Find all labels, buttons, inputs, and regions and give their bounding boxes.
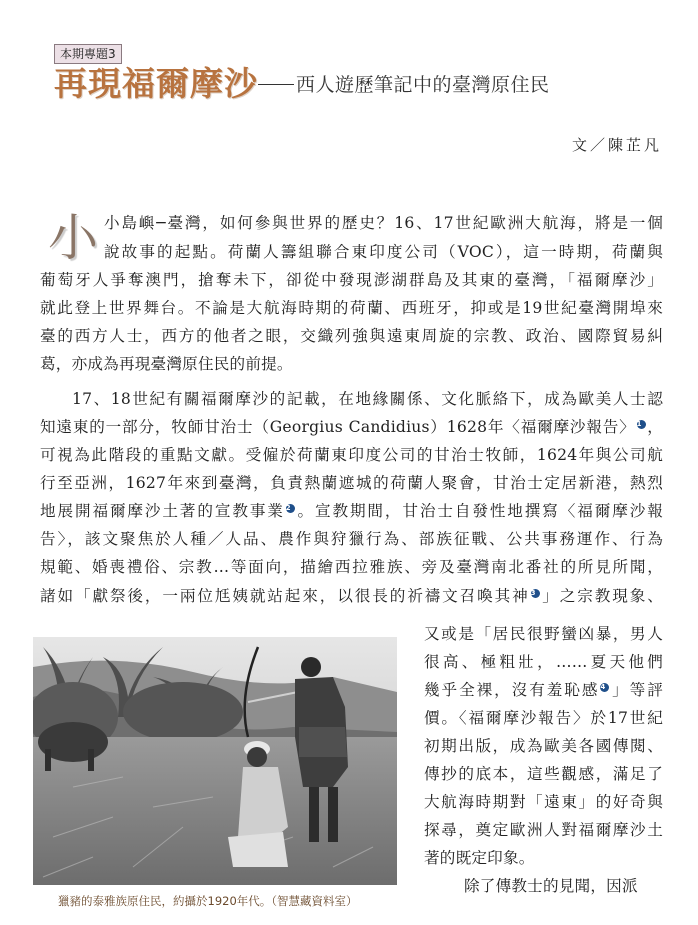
paragraph1-line <box>40 325 663 347</box>
line-text: 葛，亦成為再現臺灣原住民的前提。 <box>40 355 293 373</box>
paragraph1-line <box>104 212 663 234</box>
figure-caption: 獵豬的泰雅族原住民，約攝於1920年代。（智慧藏資料室） <box>58 894 358 908</box>
line-text: 17、18世紀有關福爾摩沙的記載，在地緣關係、文化脈絡下，成為歐美人士認 <box>72 390 663 408</box>
footnote-marker[interactable]: 4 <box>600 683 609 692</box>
text-line <box>424 763 663 785</box>
text-line <box>40 416 663 438</box>
line-text: 知遠東的一部分，牧師甘治士（Georgius Candidius）1628年〈福爾摩沙報告〉 <box>40 418 636 436</box>
line-text: 著的既定印象。 <box>424 849 535 867</box>
text-line <box>424 735 663 757</box>
text-line <box>40 472 663 494</box>
text-line <box>424 623 663 645</box>
line-text: 葡萄牙人爭奪澳門，搶奪未下，卻從中發現澎湖群島及其東的臺灣，「福爾摩沙」 <box>40 271 663 289</box>
text-line <box>424 679 663 701</box>
paragraph1-line <box>104 241 663 263</box>
text-line <box>40 528 663 550</box>
text-line <box>40 444 663 466</box>
text-line <box>424 819 663 841</box>
line-text: 初期出版，成為歐美各國傳閱、 <box>424 737 663 755</box>
title-dash-divider <box>258 84 294 85</box>
text-line <box>40 500 663 522</box>
text-line <box>40 585 663 607</box>
text-line <box>424 847 663 869</box>
paragraph1-line <box>40 353 663 375</box>
line-text: 」等評 <box>610 681 663 699</box>
line-text: 小島嶼─臺灣，如何參與世界的歷史？16、17世紀歐洲大航海，將是一個 <box>104 214 663 232</box>
paragraph1-line <box>40 269 663 291</box>
line-text: 很高、極粗壯，……夏天他們 <box>424 653 663 671</box>
line-text: 說故事的起點。荷蘭人籌組聯合東印度公司（VOC），這一時期，荷蘭與 <box>104 243 663 261</box>
article-title: 再現福爾摩沙 <box>54 64 258 103</box>
line-text: 諸如「獻祭後，一兩位尪姨就站起來，以很長的祈禱文召喚其神 <box>40 587 530 605</box>
hunting-photo-image <box>33 637 397 885</box>
line-text: 探尋，奠定歐洲人對福爾摩沙土 <box>424 821 663 839</box>
line-text: 行至亞洲，1627年來到臺灣，負責熱蘭遮城的荷蘭人聚會，甘治士定居新港，熱烈 <box>40 474 663 492</box>
line-text: ， <box>646 418 664 436</box>
line-text: 告〉，該文聚焦於人種／人品、農作與狩獵行為、部族征戰、公共事務運作、行為 <box>40 530 663 548</box>
article-subtitle: 西人遊歷筆記中的臺灣原住民 <box>296 74 550 96</box>
line-text: 大航海時期對「遠東」的好奇與 <box>424 793 663 811</box>
line-text: 」之宗教現象、 <box>540 587 663 605</box>
line-text: 地展開福爾摩沙土著的宣教事業 <box>40 502 285 520</box>
text-line <box>424 651 663 673</box>
line-text: 就此登上世界舞台。不論是大航海時期的荷蘭、西班牙，抑或是19世紀臺灣開埠來 <box>40 299 663 317</box>
footnote-marker[interactable]: 3 <box>531 589 540 598</box>
text-line <box>424 707 663 729</box>
text-line <box>40 556 663 578</box>
figure-photo <box>33 637 397 885</box>
drop-cap: 小 <box>48 209 98 267</box>
text-line <box>40 388 663 410</box>
section-badge: 本期專題3 <box>54 44 122 64</box>
footnote-marker[interactable]: 2 <box>286 504 295 513</box>
line-text: 價。〈福爾摩沙報告〉於17世紀 <box>424 709 663 727</box>
text-line <box>424 791 663 813</box>
line-text: 又或是「居民很野蠻凶暴，男人 <box>424 625 663 643</box>
paragraph1-line <box>40 297 663 319</box>
line-text: 。宣教期間，甘治士自發性地撰寫〈福爾摩沙報 <box>295 502 663 520</box>
line-text: 傳抄的底本，這些觀感，滿足了 <box>424 765 663 783</box>
author-byline: 文／陳芷凡 <box>571 136 662 154</box>
line-text: 除了傳教士的見聞，因派 <box>464 877 638 895</box>
footnote-marker[interactable]: 1 <box>637 420 646 429</box>
line-text: 規範、婚喪禮俗、宗教…等面向，描繪西拉雅族、旁及臺灣南北番社的所見所聞， <box>40 558 663 576</box>
line-text: 幾乎全裸，沒有羞恥感 <box>424 681 600 699</box>
paragraph3-line <box>424 875 663 897</box>
line-text: 臺的西方人士，西方的他者之眼，交織列強與遠東周旋的宗教、政治、國際貿易糾 <box>40 327 663 345</box>
line-text: 可視為此階段的重點文獻。受僱於荷蘭東印度公司的甘治士牧師，1624年與公司航 <box>40 446 663 464</box>
